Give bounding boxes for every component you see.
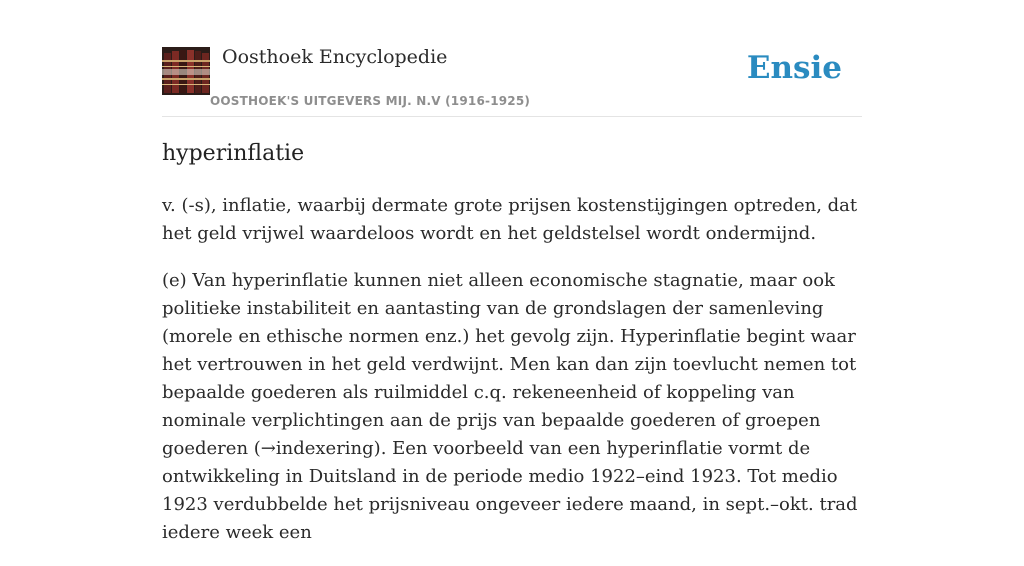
source-avatar[interactable] [162,47,210,95]
source-header [162,0,862,117]
explanation-paragraph: (e) Van hyperinflatie kunnen niet alleen economische stagnatie, maar ook politieke instabiliteit en aantasting van de grondslagen der samenleving (morele en ethische normen enz.) het gevolg zijn. Hyperinflatie begint waar het vertrouwen in het geld verdwijnt. Men kan dan zijn toevlucht nemen tot bepaalde goederen als ruilmiddel c.q. rekeneenheid of koppeling van nominale verplichtingen aan de prijs van bepaalde goederen of groepen goederen (→indexering). Een voorbeeld van een hyperinflatie vormt de ontwikkeling in Duitsland in de periode medio 1922–eind 1923. Tot medio 1923 verdubbelde het prijsniveau ongeveer iedere maand, in sept.–okt. trad iedere week een [162,270,858,543]
book-spines-icon [162,47,210,95]
entry-title: hyperinflatie [162,141,305,166]
ensie-logo[interactable]: Ensie [746,50,842,86]
entry-body [162,192,862,566]
publisher-label: OOSTHOEK'S UITGEVERS MIJ. N.V (1916-1925) [210,94,531,108]
entry-card [162,0,862,543]
source-name[interactable]: Oosthoek Encyclopedie [222,46,448,68]
definition-paragraph: v. (-s), inflatie, waarbij dermate grote prijsen kostenstijgingen optreden, dat het geld vrijwel waardeloos wordt en het geldstelsel wordt ondermijnd. [162,195,858,244]
